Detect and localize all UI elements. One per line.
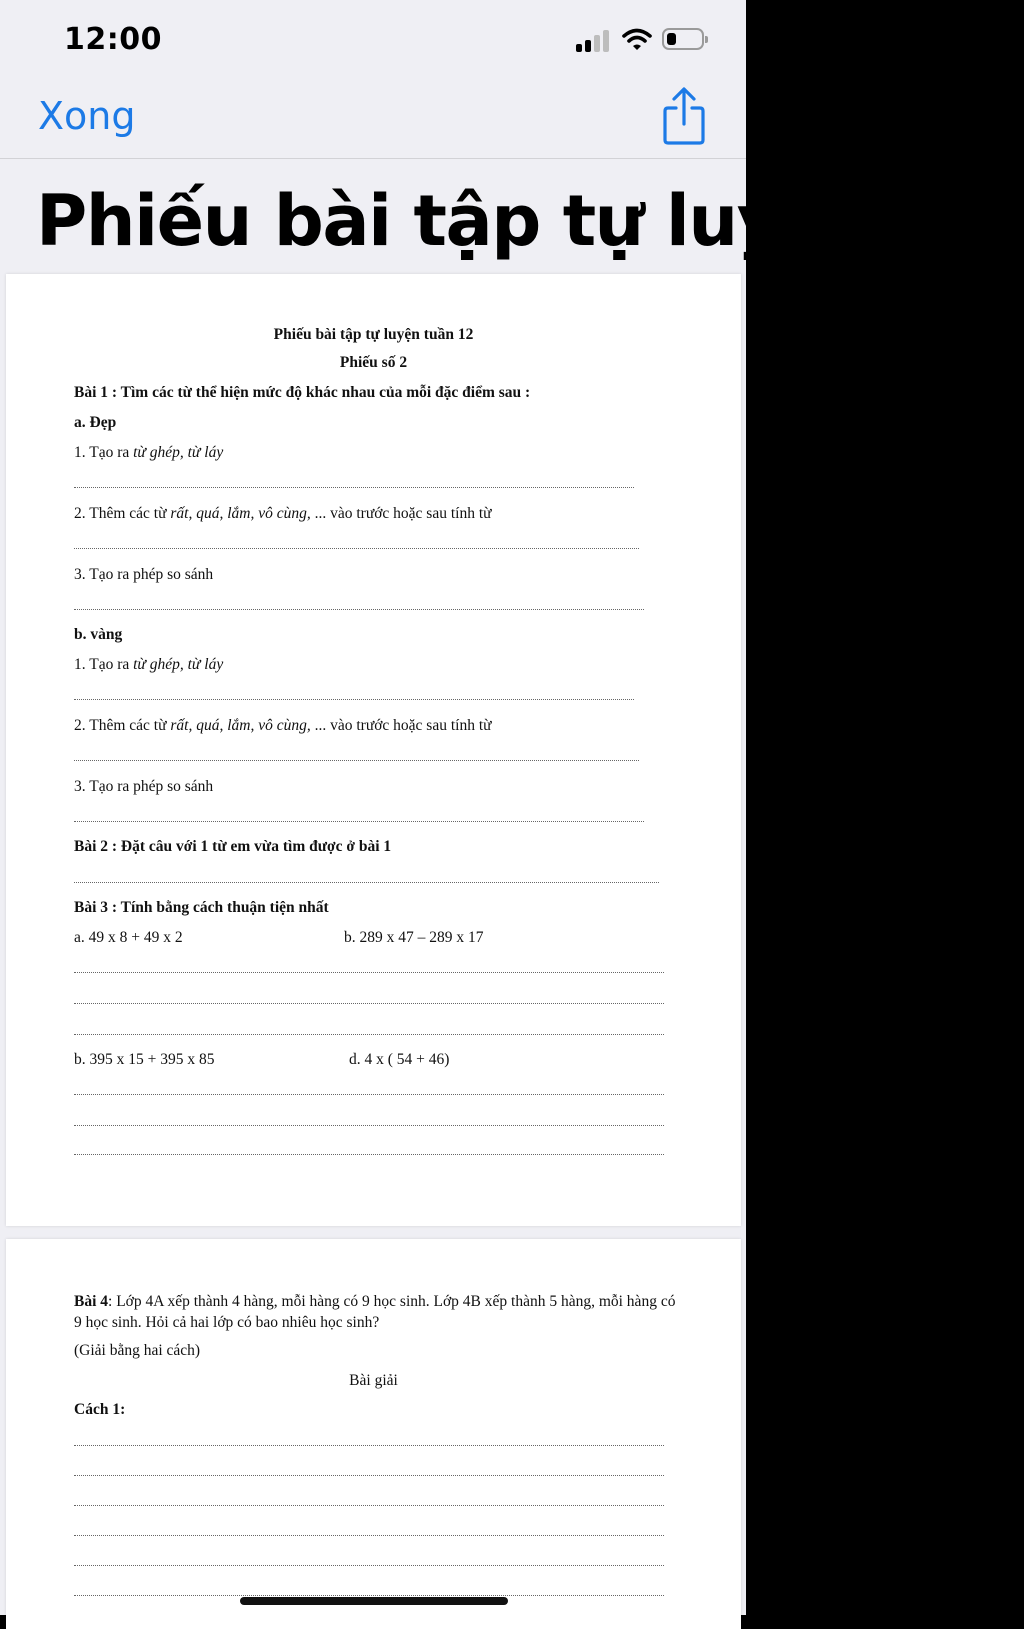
bai2-heading: Bài 2 : Đặt câu với 1 từ em vừa tìm được ở bài 1: [74, 838, 392, 855]
bai3-part-d: d. 4 x ( 54 + 46): [349, 1051, 450, 1068]
wifi-icon: [622, 28, 652, 52]
bai3-part-b: b. 289 x 47 – 289 x 17: [344, 929, 484, 946]
bai1-b-label: b. vàng: [74, 626, 123, 643]
answer-line[interactable]: [74, 1595, 664, 1596]
share-icon[interactable]: [660, 86, 708, 146]
bai1-b-item2: 2. Thêm các từ rất, quá, lắm, vô cùng, ... vào trước hoặc sau tính từ: [74, 717, 492, 734]
bai1-a-label: a. Đẹp: [74, 414, 117, 431]
answer-line[interactable]: [74, 1094, 664, 1095]
document-page-2[interactable]: [6, 1239, 741, 1629]
bai1-b-item3: 3. Tạo ra phép so sánh: [74, 778, 214, 795]
answer-line[interactable]: [74, 609, 644, 610]
answer-line[interactable]: [74, 1565, 664, 1566]
bai4-note: (Giải bằng hai cách): [74, 1342, 201, 1359]
answer-line[interactable]: [74, 487, 634, 488]
bai1-b-item1: 1. Tạo ra từ ghép, từ láy: [74, 656, 224, 673]
answer-line[interactable]: [74, 1505, 664, 1506]
answer-line[interactable]: [74, 882, 659, 883]
answer-line[interactable]: [74, 1003, 664, 1004]
home-indicator[interactable]: [240, 1597, 508, 1605]
answer-line[interactable]: [74, 760, 639, 761]
answer-line[interactable]: [74, 972, 664, 973]
answer-line[interactable]: [74, 699, 634, 700]
answer-line[interactable]: [74, 1535, 664, 1536]
answer-line[interactable]: [74, 1125, 664, 1126]
answer-line[interactable]: [74, 548, 639, 549]
answer-line[interactable]: [74, 1034, 664, 1035]
bai3-heading: Bài 3 : Tính bằng cách thuận tiện nhất: [74, 899, 329, 916]
bai4-problem: Bài 4: Lớp 4A xếp thành 4 hàng, mỗi hàng có 9 học sinh. Lớp 4B xếp thành 5 hàng, mỗi hàng có 9 học sinh. Hỏi cả hai lớp có bao nhiêu học sinh?: [74, 1293, 676, 1331]
bai1-a-item1: 1. Tạo ra từ ghép, từ láy: [74, 444, 224, 461]
document-page-1[interactable]: [6, 274, 741, 1226]
bai1-a-item2: 2. Thêm các từ rất, quá, lắm, vô cùng, ... vào trước hoặc sau tính từ: [74, 505, 492, 522]
document-subtitle: Phiếu số 2: [339, 354, 408, 371]
bai1-a-item3: 3. Tạo ra phép so sánh: [74, 566, 214, 583]
bai3-part-a: a. 49 x 8 + 49 x 2: [74, 929, 183, 946]
status-time: 12:00: [64, 22, 162, 57]
navigation-bar: [0, 80, 746, 159]
done-button[interactable]: Xong: [38, 94, 136, 138]
document-title: Phiếu bài tập tự luyện tuần 12: [273, 326, 474, 343]
page-title: Phiếu bài tập tự luy...: [36, 180, 850, 262]
bai4-method1: Cách 1:: [74, 1401, 126, 1418]
answer-line[interactable]: [74, 1475, 664, 1476]
bai4-solution-heading: Bài giải: [349, 1372, 398, 1389]
battery-icon: [662, 28, 704, 50]
answer-line[interactable]: [74, 1154, 664, 1155]
cellular-signal-icon: [576, 30, 610, 52]
bai3-part-c: b. 395 x 15 + 395 x 85: [74, 1051, 215, 1068]
answer-line[interactable]: [74, 1445, 664, 1446]
answer-line[interactable]: [74, 821, 644, 822]
bai1-heading: Bài 1 : Tìm các từ thể hiện mức độ khác nhau của mỗi đặc điểm sau :: [74, 384, 531, 401]
status-bar: [0, 0, 746, 80]
